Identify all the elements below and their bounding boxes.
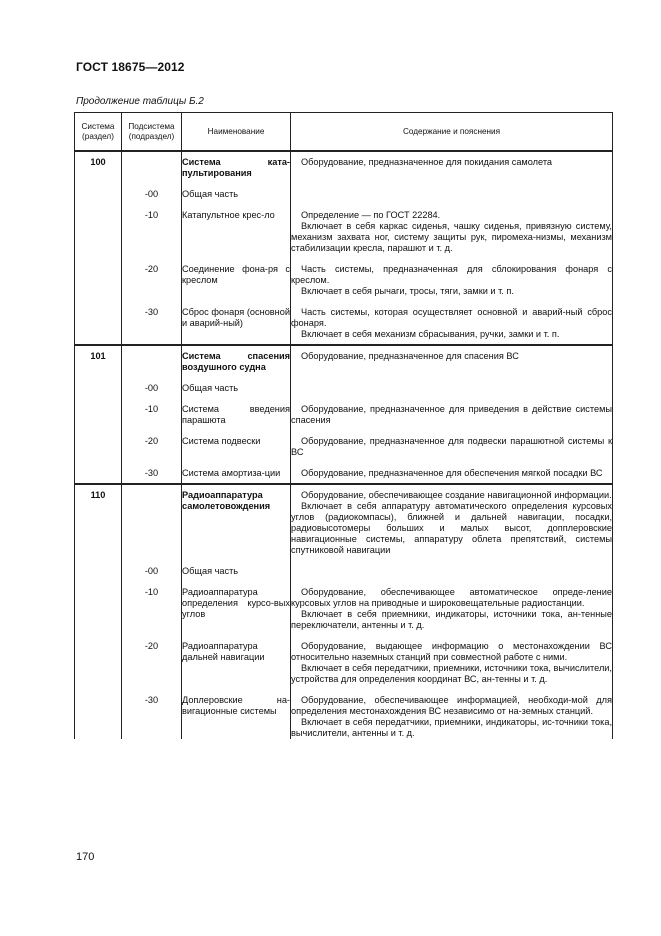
spacer-cell [122,254,182,264]
system-code [75,189,122,200]
table-row-system-101 [75,345,613,373]
table-header-row [75,113,613,152]
description-paragraph: Оборудование, выдающее информацию о местонахождении ВС относительно наземных станций при совместной работе с ними. [291,641,612,662]
subsystem-code: -20 [122,436,182,458]
system-code [75,566,122,577]
table-body [75,151,613,739]
row-spacer [75,631,613,641]
description-cell [291,210,613,254]
table-row-subsystem [75,383,613,394]
spacer-cell [75,297,122,307]
subsystem-code [122,345,182,373]
row-spacer [75,297,613,307]
subsystem-code: -20 [122,264,182,297]
spacer-cell [182,577,291,587]
spacer-cell [291,297,613,307]
system-code [75,404,122,426]
description-paragraph: Оборудование, предназначенное для обеспечения мягкой посадки ВС [301,468,603,478]
spacer-cell [75,254,122,264]
spacer-cell [182,394,291,404]
description-cell [291,151,613,179]
description-paragraph: Оборудование, обеспечивающее автоматическое опреде-ление курсовых углов на приводные и широковещательные радиостанции. [291,587,612,608]
description-paragraph: Включает в себя каркас сиденья, чашку сиденья, привязную систему, механизм захвата ног, систему защиты рук, пиромеха-низмы, механизм стабилизации кресла, парашют и т. д. [291,221,612,253]
spacer-cell [122,200,182,210]
spacer-cell [182,373,291,383]
subsystem-name: Соединение фона-ря с креслом [182,264,291,297]
subsystem-name: Система введения парашюта [182,404,290,425]
subsystem-code: -00 [122,383,182,394]
spacer-cell [75,373,122,383]
subsystem-name: Общая часть [182,189,291,200]
subsystem-code: -00 [122,566,182,577]
spacer-cell [291,556,613,566]
subsystem-name: Радиоаппаратура определения курсо-вых углов [182,587,291,631]
description-paragraph: Оборудование, обеспечивающее создание навигационной информации. [301,490,612,500]
spacer-cell [122,426,182,436]
spacer-cell [122,685,182,695]
description-cell [291,404,613,426]
subsystem-name: Радиоаппаратура дальней навигации [182,641,291,685]
subsystem-name: Доплеровские на-вигационные системы [182,695,291,739]
spacer-cell [291,577,613,587]
spacer-cell [122,297,182,307]
spacer-cell [122,394,182,404]
spacer-cell [291,254,613,264]
header-description: Содержание и пояснения [291,113,613,152]
description-paragraph: Часть системы, которая осуществляет основной и аварий-ный сброс фонаря. [291,307,612,328]
description-cell [291,587,613,631]
spacer-cell [122,373,182,383]
system-code [75,383,122,394]
description-paragraph: Включает в себя рычаги, тросы, тяги, замки и т. п. [301,286,514,296]
subsystem-code [122,484,182,556]
table-row-subsystem [75,210,613,254]
description-paragraph: Оборудование, предназначенное для покидания самолета [301,157,553,167]
description-paragraph: Часть системы, предназначенная для сблокирования фонаря с креслом. [291,264,612,285]
spacer-cell [291,373,613,383]
spacer-cell [75,394,122,404]
subsystem-code: -10 [122,404,182,426]
spacer-cell [291,394,613,404]
classification-table [74,112,613,739]
spacer-cell [122,631,182,641]
description-paragraph: Оборудование, обеспечивающее информацией, необходи-мой для определения местонахождения ВС независимо от на-земных станций. [291,695,612,716]
page-number: 170 [76,851,95,863]
spacer-cell [122,458,182,468]
table-row-subsystem [75,468,613,484]
description-paragraph: Включает в себя аппаратуру автоматического определения курсовых углов (радиокомпасы), ближней и дальней навигации, посадки, радиовысотомеры больших и малых высот, допплеровские навигационные системы, аппаратуру облета препятствий, системы спутниковой навигации [291,501,612,555]
description-paragraph: Включает в себя передатчики, приемники, индикаторы, ис-точники тока, вычислители, антенны и т. д. [291,717,612,738]
description-paragraph: Определение — по ГОСТ 22284. [301,210,441,220]
spacer-cell [182,200,291,210]
subsystem-name: Катапультное крес-ло [182,210,291,254]
spacer-cell [291,458,613,468]
system-code: 110 [75,484,122,556]
spacer-cell [75,179,122,189]
spacer-cell [122,556,182,566]
subsystem-name: Сброс фонаря (основной и аварий-ный) [182,307,291,345]
table-row-subsystem [75,695,613,739]
table-row-subsystem [75,264,613,297]
document-header: ГОСТ 18675—2012 [76,60,185,74]
spacer-cell [75,556,122,566]
table-row-subsystem [75,307,613,345]
table-caption: Продолжение таблицы Б.2 [76,96,204,107]
description-paragraph: Включает в себя приемники, индикаторы, источники тока, ан-тенные переключатели, антенны и т. д. [291,609,612,630]
subsystem-code: -00 [122,189,182,200]
system-code [75,641,122,685]
spacer-cell [122,577,182,587]
subsystem-code: -30 [122,468,182,484]
subsystem-code: -10 [122,587,182,631]
system-code [75,210,122,254]
header-name: Наименование [182,113,291,152]
table-row-subsystem [75,436,613,458]
subsystem-code: -20 [122,641,182,685]
description-cell [291,345,613,373]
row-spacer [75,577,613,587]
description-cell [291,264,613,297]
header-system: Система (раздел) [75,113,122,152]
table-row-subsystem [75,566,613,577]
description-cell [291,641,613,685]
description-cell [291,566,613,577]
table-row-subsystem [75,189,613,200]
spacer-cell [291,426,613,436]
spacer-cell [182,631,291,641]
spacer-cell [182,556,291,566]
description-cell [291,468,613,484]
spacer-cell [75,458,122,468]
spacer-cell [291,685,613,695]
row-spacer [75,556,613,566]
system-name: Система спасения воздушного судна [182,345,291,373]
subsystem-name: Общая часть [182,566,291,577]
spacer-cell [291,179,613,189]
row-spacer [75,685,613,695]
subsystem-code [122,151,182,179]
table-row-subsystem [75,641,613,685]
description-cell [291,189,613,200]
subsystem-name: Общая часть [182,383,291,394]
description-paragraph: Включает в себя передатчики, приемники, источники тока, вычислители, устройства для определения координат ВС, ан-тенны и т. д. [291,663,612,684]
table-row-system-100 [75,151,613,179]
table-row-subsystem [75,404,613,426]
description-paragraph: Оборудование, предназначенное для подвески парашютной системы к ВС [291,436,612,457]
spacer-cell [75,577,122,587]
row-spacer [75,394,613,404]
system-code: 100 [75,151,122,179]
table-row-system-110 [75,484,613,556]
system-name: Система ката-пультирования [182,151,291,179]
system-code [75,307,122,345]
subsystem-code: -10 [122,210,182,254]
system-code [75,436,122,458]
row-spacer [75,254,613,264]
spacer-cell [182,179,291,189]
spacer-cell [75,426,122,436]
subsystem-name: Система подвески [182,436,291,458]
system-code [75,264,122,297]
header-subsystem: Подсистема (подраздел) [122,113,182,152]
system-code [75,468,122,484]
spacer-cell [291,631,613,641]
row-spacer [75,373,613,383]
spacer-cell [182,458,291,468]
spacer-cell [182,685,291,695]
system-code: 101 [75,345,122,373]
system-code [75,695,122,739]
system-code [75,587,122,631]
description-paragraph: Оборудование, предназначенное для спасения ВС [301,351,519,361]
description-cell [291,307,613,345]
row-spacer [75,458,613,468]
spacer-cell [291,200,613,210]
spacer-cell [75,685,122,695]
system-name: Радиоаппаратура самолетовождения [182,484,291,556]
description-paragraph: Оборудование, предназначенное для приведения в действие системы спасения [291,404,612,425]
table-row-subsystem [75,587,613,631]
row-spacer [75,426,613,436]
spacer-cell [182,297,291,307]
spacer-cell [122,179,182,189]
spacer-cell [75,631,122,641]
description-cell [291,383,613,394]
description-cell [291,436,613,458]
description-paragraph: Включает в себя механизм сбрасывания, ручки, замки и т. п. [301,329,560,339]
row-spacer [75,179,613,189]
subsystem-name: Система амортиза-ции [182,468,291,484]
description-cell [291,695,613,739]
row-spacer [75,200,613,210]
subsystem-code: -30 [122,695,182,739]
subsystem-code: -30 [122,307,182,345]
spacer-cell [182,426,291,436]
spacer-cell [182,254,291,264]
description-cell [291,484,613,556]
spacer-cell [75,200,122,210]
